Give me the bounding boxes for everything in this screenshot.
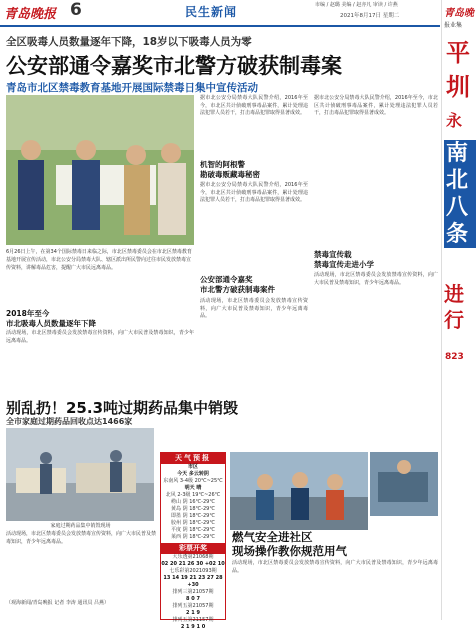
lead-section-title-1: 2018年至今 市北吸毒人员数量逐年下降 (6, 309, 96, 328)
adjacent-char: 永 (446, 111, 463, 130)
lead-col3-text-b: 活动现场，市北区禁毒委员会发放禁毒宣传资料，向广大市民普及禁毒知识，青少年远离毒品。 (314, 272, 438, 286)
lottery-title: 彩票开奖 (161, 543, 225, 554)
adjacent-red-char: 行 (444, 308, 464, 332)
lottery-row: 2 1 9 1 0 (180, 624, 206, 630)
adjacent-number: 823 (445, 352, 464, 362)
section-title: 民生新闻 (185, 5, 238, 19)
lottery-row: 七乐彩第2021093期 (169, 568, 217, 574)
story2-photo (6, 428, 154, 521)
gas-story-headline: 燃气安全进社区 现场操作教你规范用气 (232, 530, 347, 558)
lottery-row: 02 20 21 26 30 +02 10 (161, 561, 225, 567)
weather-row: 即墨 阴 18℃-29℃ (171, 513, 215, 519)
adjacent-page (441, 0, 475, 620)
adjacent-blue-char: 北 (444, 167, 476, 194)
adjacent-red-char: 进 (444, 282, 464, 306)
gas-story-body: 活动现场，市北区禁毒委员会发放禁毒宣传资料，向广大市民普及禁毒知识，青少年远离毒品。 (232, 560, 438, 574)
gas-story-photo (230, 452, 368, 530)
weather-row: 平度 阴 18℃-29℃ (171, 527, 215, 533)
adjacent-char: 平 (446, 39, 470, 67)
weather-row: 北风 2-3级 19℃~26℃ (165, 492, 221, 498)
adjacent-blue-char: 八 (444, 194, 476, 221)
weather-row: 莱西 阴 18℃-29℃ (171, 534, 215, 540)
story2-headline: 别乱扔！25.3吨过期药品集中销毁 (6, 399, 239, 417)
weather-row: 黄岛 阴 18℃-29℃ (171, 506, 215, 512)
lead-photo (6, 95, 194, 245)
adjacent-blue-char: 南 (444, 140, 476, 167)
story2-subheadline: 全市家庭过期药品回收点达1466家 (6, 417, 133, 426)
lead-col2-text: 据市北公安分局禁毒大队民警介绍，2016年至今，市北区共计侦破刑事毒品案件，累计处理违法犯罪人员若干，打击毒品犯罪取得显著成效。 (200, 95, 308, 117)
gas-story-photo-2 (370, 452, 438, 516)
editor-credits: 市编 / 赵璐 美编 / 赵亦凡 审读 / 许燕 (315, 2, 398, 8)
lottery-row: 2 1 9 (186, 610, 200, 616)
adjacent-blue-char: 条 (444, 221, 476, 248)
lead-headline: 公安部通令嘉奖市北警方破获制毒案 (6, 54, 342, 78)
weather-row: 崂山 阴 16℃-29℃ (171, 499, 215, 505)
adjacent-char: 圳 (446, 73, 470, 101)
lead-col1-text: 活动现场，市北区禁毒委员会发放禁毒宣传资料，向广大市民普及禁毒知识，青少年远离毒品。 (6, 330, 194, 344)
weather-row: 东南风 3-4级 20℃~25℃ (163, 478, 223, 484)
story2-footer: （观海新闻/青岛晚报 记者 李涛 通讯员 吕燕） (6, 600, 110, 606)
lead-col3-text: 据市北公安分局禁毒大队民警介绍，2016年至今，市北区共计侦破刑事毒品案件，累计处理违法犯罪人员若干，打击毒品犯罪取得显著成效。 (314, 95, 438, 117)
weather-row: 明天 晴 (184, 485, 202, 491)
lottery-row: 13 14 19 21 23 27 28 +30 (163, 575, 223, 588)
lead-section-title-2: 机智的阿根警 勘破毒贩藏毒秘密 (200, 160, 260, 179)
lead-col2-text-b: 据市北公安分局禁毒大队民警介绍，2016年至今，市北区共计侦破刑事毒品案件，累计处理违法犯罪人员若干，打击毒品犯罪取得显著成效。 (200, 182, 308, 204)
weather-row: 市区 (187, 464, 198, 470)
page-header (0, 0, 440, 22)
lottery-row: 排列五第21057期 (172, 603, 214, 609)
weather-title: 天气预报 (161, 453, 225, 464)
lead-kicker: 全区吸毒人员数量逐年下降，18岁以下吸毒人员为零 (6, 36, 252, 48)
lead-subhead: 青岛市北区禁毒教育基地开展国际禁毒日集中宣传活动 (6, 82, 258, 94)
story2-body: 活动现场，市北区禁毒委员会发放禁毒宣传资料，向广大市民普及禁毒知识，青少年远离毒品。 (6, 531, 157, 545)
weather-row: 今天 多云转阴 (177, 471, 209, 477)
adjacent-brand: 青岛晚 (444, 8, 474, 19)
adjacent-label: 报业集 (444, 22, 463, 29)
issue-date: 2021年8月17日 星期二 (340, 13, 400, 19)
lottery-row: 大乐透第21068期 (172, 554, 214, 560)
lottery-row: 8 0 7 (186, 596, 200, 602)
weather-row: 胶州 阴 18℃-29℃ (171, 520, 215, 526)
story2-photo-caption: 家庭过期药品集中销毁现场 (50, 523, 111, 529)
lead-photo-caption: 6月26日上午，在第34个国际禁毒日来临之际，市北区禁毒委员会在市北区禁毒教育基地开展宣传活动，市北公安分局禁毒大队、辖区派出所民警向过往市民发放禁毒宣传资料，讲解毒品危害，提醒广大市民远离毒品。 (6, 249, 192, 271)
lottery-row: 排列三第21057期 (172, 589, 214, 595)
weather-box (160, 452, 226, 630)
lottery-row: 排列五第21157期 (172, 617, 214, 623)
lead-section-title-3: 公安部通令嘉奖 市北警方破获制毒案件 (200, 275, 275, 294)
newspaper-brand: 青岛晚报 (4, 7, 57, 22)
page-number: 6 (70, 0, 82, 20)
header-rule (0, 25, 440, 27)
lead-section-title-4: 禁毒宣传载 禁毒宣传走进小学 (314, 250, 374, 269)
lead-col2-text-c: 活动现场，市北区禁毒委员会发放禁毒宣传资料，向广大市民普及禁毒知识，青少年远离毒品。 (200, 298, 308, 320)
